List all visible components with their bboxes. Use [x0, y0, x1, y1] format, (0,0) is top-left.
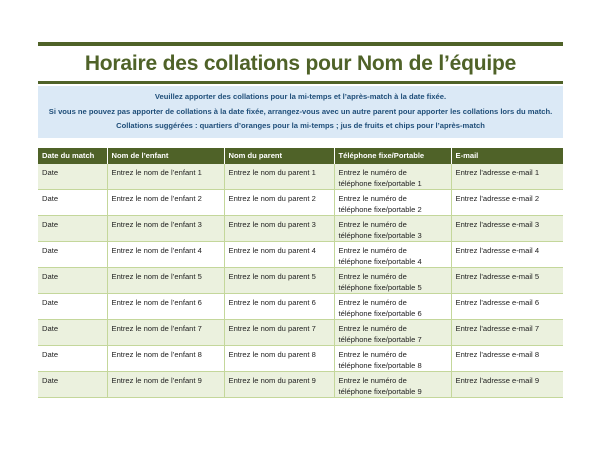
header-parent-name[interactable]: Nom du parent — [224, 148, 334, 164]
cell-email[interactable]: Entrez l’adresse e-mail 6 — [451, 293, 563, 319]
cell-email[interactable]: Entrez l’adresse e-mail 2 — [451, 189, 563, 215]
cell-parent-name[interactable]: Entrez le nom du parent 1 — [224, 164, 334, 190]
cell-phone-line-2: téléphone fixe/portable 4 — [338, 256, 422, 266]
table-row — [38, 189, 563, 215]
cell-phone-line-1: Entrez le numéro de — [338, 323, 407, 333]
cell-phone-line-2: téléphone fixe/portable 7 — [338, 334, 422, 344]
cell-parent-name[interactable]: Entrez le nom du parent 4 — [224, 241, 334, 267]
cell-phone[interactable] — [334, 319, 451, 345]
cell-child-name[interactable]: Entrez le nom de l’enfant 2 — [107, 189, 224, 215]
cell-parent-name[interactable]: Entrez le nom du parent 7 — [224, 319, 334, 345]
table-row — [38, 371, 563, 397]
cell-match-date[interactable]: Date — [38, 293, 107, 319]
cell-phone-line-2: téléphone fixe/portable 9 — [338, 386, 422, 396]
document-page — [38, 42, 563, 398]
cell-match-date[interactable]: Date — [38, 345, 107, 371]
title-rule-top — [38, 42, 563, 46]
cell-phone[interactable] — [334, 241, 451, 267]
header-phone[interactable]: Téléphone fixe/Portable — [334, 148, 451, 164]
cell-parent-name[interactable]: Entrez le nom du parent 6 — [224, 293, 334, 319]
cell-child-name[interactable]: Entrez le nom de l’enfant 5 — [107, 267, 224, 293]
cell-phone[interactable] — [334, 345, 451, 371]
cell-phone[interactable] — [334, 267, 451, 293]
cell-phone-line-1: Entrez le numéro de — [338, 375, 407, 385]
cell-match-date[interactable]: Date — [38, 215, 107, 241]
cell-email[interactable]: Entrez l’adresse e-mail 4 — [451, 241, 563, 267]
instructions-line-2[interactable]: Si vous ne pouvez pas apporter de collations à la date fixée, arrangez-vous avec un autre parent pour apporter les collations lors du match. — [48, 106, 553, 116]
cell-phone[interactable] — [334, 215, 451, 241]
table-row — [38, 319, 563, 345]
table-header-row — [38, 148, 563, 164]
page-title[interactable]: Horaire des collations pour Nom de l’équipe — [84, 52, 517, 75]
cell-phone-line-1: Entrez le numéro de — [338, 245, 407, 255]
table-row — [38, 164, 563, 190]
cell-child-name[interactable]: Entrez le nom de l’enfant 7 — [107, 319, 224, 345]
table-row — [38, 241, 563, 267]
cell-match-date[interactable]: Date — [38, 164, 107, 190]
cell-email[interactable]: Entrez l’adresse e-mail 1 — [451, 164, 563, 190]
cell-child-name[interactable]: Entrez le nom de l’enfant 3 — [107, 215, 224, 241]
cell-phone[interactable] — [334, 293, 451, 319]
cell-phone[interactable] — [334, 371, 451, 397]
cell-phone-line-1: Entrez le numéro de — [338, 297, 407, 307]
cell-email[interactable]: Entrez l’adresse e-mail 9 — [451, 371, 563, 397]
cell-email[interactable]: Entrez l’adresse e-mail 7 — [451, 319, 563, 345]
header-match-date[interactable]: Date du match — [38, 148, 107, 164]
cell-match-date[interactable]: Date — [38, 189, 107, 215]
cell-parent-name[interactable]: Entrez le nom du parent 8 — [224, 345, 334, 371]
cell-phone-line-1: Entrez le numéro de — [338, 349, 407, 359]
instructions-box — [38, 86, 563, 138]
cell-phone-line-1: Entrez le numéro de — [338, 167, 407, 177]
cell-phone-line-2: téléphone fixe/portable 1 — [338, 178, 422, 188]
cell-phone-line-2: téléphone fixe/portable 2 — [338, 204, 422, 214]
cell-child-name[interactable]: Entrez le nom de l’enfant 8 — [107, 345, 224, 371]
cell-match-date[interactable]: Date — [38, 241, 107, 267]
cell-parent-name[interactable]: Entrez le nom du parent 3 — [224, 215, 334, 241]
cell-child-name[interactable]: Entrez le nom de l’enfant 9 — [107, 371, 224, 397]
cell-phone-line-1: Entrez le numéro de — [338, 193, 407, 203]
cell-parent-name[interactable]: Entrez le nom du parent 2 — [224, 189, 334, 215]
cell-match-date[interactable]: Date — [38, 267, 107, 293]
instructions-line-3[interactable]: Collations suggérées : quartiers d’oranges pour la mi-temps ; jus de fruits et chips pour l’après-match — [116, 121, 485, 130]
cell-email[interactable]: Entrez l’adresse e-mail 8 — [451, 345, 563, 371]
cell-child-name[interactable]: Entrez le nom de l’enfant 4 — [107, 241, 224, 267]
cell-phone-line-2: téléphone fixe/portable 3 — [338, 230, 422, 240]
cell-match-date[interactable]: Date — [38, 319, 107, 345]
cell-email[interactable]: Entrez l’adresse e-mail 3 — [451, 215, 563, 241]
cell-phone-line-2: téléphone fixe/portable 8 — [338, 360, 422, 370]
table-row — [38, 345, 563, 371]
instructions-line-1[interactable]: Veuillez apporter des collations pour la mi-temps et l’après-match à la date fixée. — [154, 92, 447, 101]
cell-child-name[interactable]: Entrez le nom de l’enfant 6 — [107, 293, 224, 319]
cell-phone-line-1: Entrez le numéro de — [338, 271, 407, 281]
table-row — [38, 293, 563, 319]
cell-parent-name[interactable]: Entrez le nom du parent 9 — [224, 371, 334, 397]
cell-phone[interactable] — [334, 164, 451, 190]
cell-phone-line-1: Entrez le numéro de — [338, 219, 407, 229]
cell-child-name[interactable]: Entrez le nom de l’enfant 1 — [107, 164, 224, 190]
cell-phone[interactable] — [334, 189, 451, 215]
cell-match-date[interactable]: Date — [38, 371, 107, 397]
snack-schedule-table — [38, 148, 563, 398]
cell-email[interactable]: Entrez l’adresse e-mail 5 — [451, 267, 563, 293]
title-rule-bottom — [38, 81, 563, 84]
table-row — [38, 215, 563, 241]
cell-parent-name[interactable]: Entrez le nom du parent 5 — [224, 267, 334, 293]
header-email[interactable]: E-mail — [451, 148, 563, 164]
cell-phone-line-2: téléphone fixe/portable 5 — [338, 282, 422, 292]
table-row — [38, 267, 563, 293]
cell-phone-line-2: téléphone fixe/portable 6 — [338, 308, 422, 318]
header-child-name[interactable]: Nom de l’enfant — [107, 148, 224, 164]
